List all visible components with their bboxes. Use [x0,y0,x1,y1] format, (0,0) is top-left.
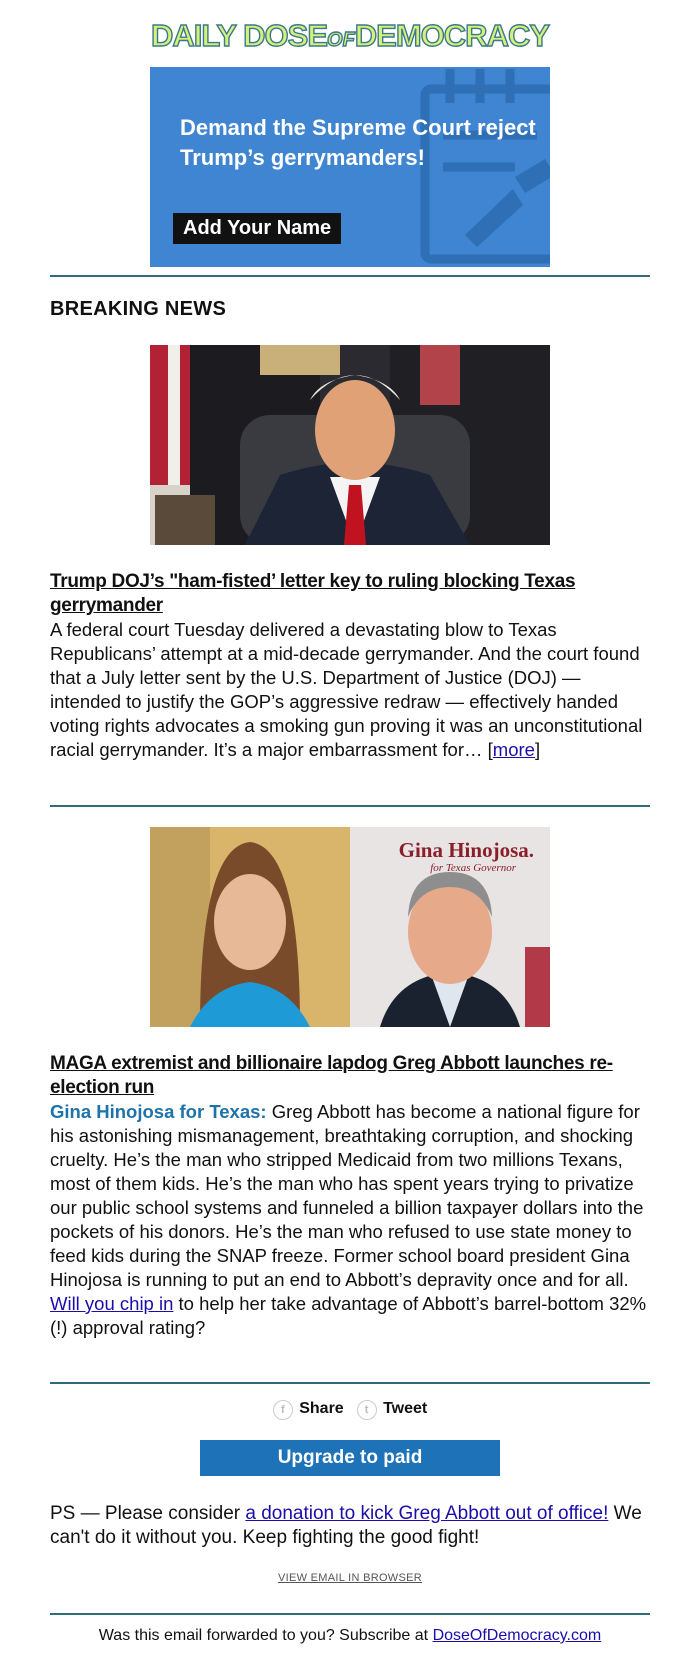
article-1-photo[interactable] [150,345,550,545]
hinojosa-logo-name: Gina Hinojosa. [398,838,534,862]
divider [50,1613,650,1615]
article-2-body [50,1100,650,1340]
footer-text: Was this email forwarded to you? Subscribe at [98,1627,433,1644]
article-1-text: A federal court Tuesday delivered a devastating blow to Texas Republicans’ attempt at a mid-decade gerrymander. And the court found that a July letter sent by the U.S. Department of Justice (DOJ) — intended to justify the GOP’s aggressive redraw — effectively handed voting rights advocates a smoking gun proving it was an unconstitutional racial gerrymander. It’s a major embarrassment for… [50,619,643,760]
donation-link[interactable]: a donation to kick Greg Abbott out of office! [245,1503,609,1524]
article-2-photo[interactable] [150,827,550,1027]
tweet-label: Tweet [383,1400,428,1417]
upgrade-button[interactable]: Upgrade to paid [200,1440,500,1476]
ps-prefix: PS — Please consider [50,1503,246,1524]
logo-text-3: DEMOCRACY [354,18,550,53]
share-label: Share [299,1400,344,1417]
petition-banner[interactable] [150,67,550,267]
divider [50,275,650,277]
divider [50,805,650,807]
hinojosa-logo-sub: for Texas Governor [430,862,516,874]
logo[interactable] [150,18,550,54]
twitter-icon: t [357,1400,377,1420]
share-button[interactable] [273,1400,344,1417]
ps-note [50,1502,650,1550]
logo-text-2: OF [327,29,355,51]
subscribe-link[interactable]: DoseOfDemocracy.com [432,1627,602,1644]
view-in-browser-link[interactable]: VIEW EMAIL IN BROWSER [277,1572,423,1584]
footer [0,1627,700,1645]
article-2-headline[interactable]: MAGA extremist and billionaire lapdog Greg Abbott launches re-election run [50,1053,613,1098]
divider [50,1382,650,1384]
more-open: [ [487,739,493,760]
article-2-source: Gina Hinojosa for Texas: [50,1101,267,1122]
more-link[interactable]: more [492,739,535,760]
article-1-body [50,618,650,762]
article-1-headline[interactable]: Trump DOJ’s "ham-fisted’ letter key to ruling blocking Texas gerrymander [50,571,576,616]
tweet-button[interactable] [357,1400,428,1417]
article-2-text-end: to help her take advantage of Abbott’s barrel-bottom 32% (!) approval rating? [50,1293,647,1338]
add-your-name-button[interactable]: Add Your Name [173,213,341,244]
ps-suffix: We can't do it without you. Keep fighting the good fight! [50,1503,642,1548]
more-close: ] [534,739,541,760]
facebook-icon: f [273,1400,293,1420]
chip-in-link[interactable]: Will you chip in [50,1293,174,1314]
article-2-text: Greg Abbott has become a national figure for his astonishing mismanagement, breathtaking corruption, and shocking cruelty. He’s the man who stripped Medicaid from two millions Texans, most of them kids. He’s the man who has spent years trying to privatize our public school systems and funneled a billion taxpayer dollars into the pockets of his donors. He’s the man who refused to use state money to feed kids during the SNAP freeze. Former school board president Gina Hinojosa is running to put an end to Abbott’s depravity once and for all. [50,1101,644,1290]
trump-photo [150,345,550,545]
logo-text-1: DAILY DOSE [150,18,328,53]
share-row [0,1400,700,1420]
section-title: BREAKING NEWS [50,298,227,320]
hinojosa-abbott-photo [150,827,550,1027]
banner-headline: Demand the Supreme Court reject Trump’s gerrymanders! [180,115,536,170]
